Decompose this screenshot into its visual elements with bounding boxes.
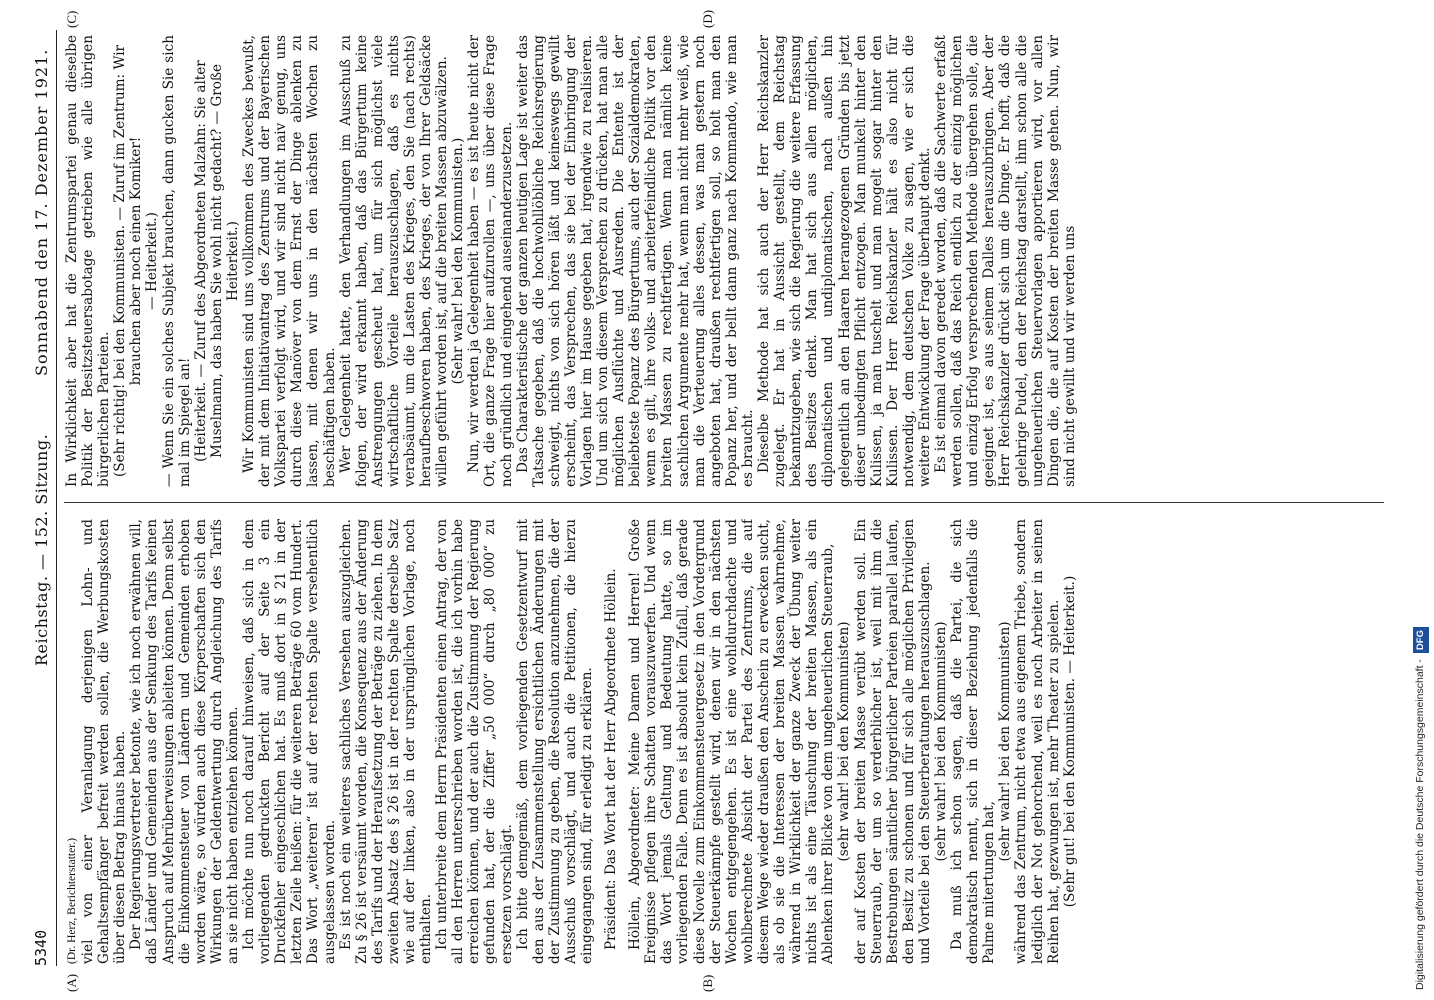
session-date: Sonnabend den 17. Dezember 1921. [32,48,51,376]
paragraph: während das Zentrum, nicht etwa aus eigenem Triebe, sondern lediglich der Not gehorchend, weil es noch Arbeiter in seinen Reihen hat, gezwungen ist, mehr Theater zu spielen. [1013,519,1062,964]
interjection: (sehr wahr! bei den Kommunisten) [932,621,949,862]
paragraph: Es ist noch ein weiteres sachliches Versehen auszugleichen. Zu § 26 ist versäumt worden, die Konsequenz aus der Änderung des Tarifs und der Heraufsetzung der Beträge zu ziehen. In dem zweiten Absatz des § 26 ist in der rechten Spalte derselbe Satz wie auf der linken, also in der ursprünglichen Vorlage, noch enthalten. [337,519,435,964]
session-title: Reichstag. — 152. Sitzung. [32,433,51,666]
page-header [30,30,57,966]
interjection: (sehr wahr! bei den Kommunisten) [836,621,853,862]
interjection: (Sehr wahr! bei den Kommunisten.) [450,137,467,385]
right-column [64,35,1384,487]
paragraph: viel von einer Veranlagung derjenigen Lohn- und Gehaltsempfänger befreit werden sollen, die Werbungskosten über diesen Betrag hinaus haben. [80,519,129,964]
interjection: (sehr wahr! bei den Kommunisten) [997,621,1014,862]
president-line: Präsident: Das Wort hat der Herr Abgeordnete Höllein. [603,568,620,950]
paragraph: Ich bitte demgemäß, dem vorliegenden Gesetzentwurf mit den aus der Zusammenstellung ersichtlichen Änderungen mit der Zustimmung zu geben, die Resolution anzunehmen, die der Ausschuß vorschlägt, und auch die Petitionen, die hierzu eingegangen sind, für erledigt zu erklären. [514,519,595,964]
left-column [64,519,1384,964]
margin-marker-a: (A) [64,973,79,992]
paragraph: Es ist einmal davon geredet worden, daß die Sachwerte erfaßt werden sollen, daß das Reich endlich zu der einzig möglichen und einzig Erfolg versprechenden Methode übergehen solle, die geeignet ist, es aus seinem Dalles herauszubringen. Aber der Herr Reichskanzler drückt sich um die Dinge. Er hofft, daß die gelehrige Pudel, den der Reichstag darstellt, ihm schon alle die ungeheuerlichen Steuervorlagen apportieren wird, vor allen Dingen die, die auf Kosten der breiten Masse gehen. Nun, wir sind nicht gewillt und wir werden uns [933,35,1078,487]
paragraph: Das Charakteristische der ganzen heutigen Lage ist weiter das Tatsache gegeben, daß die hochwohllöbliche Reichsregierung schweigt, nichts von sich hören läßt und keineswegs gewillt erscheint, das Versprechen, das sie bei der Einbringung der Vorlagen hier im Hause gegeben hat, irgendwie zu realisieren. Und um sich von diesem Versprechen zu drücken, hat man alle möglichen Ausflüchte und Ausreden. Die Entente ist der beliebteste Popanz des Bürgertums, auch der Sozialdemokraten, wenn es gilt, ihre volks- und arbeiterfeindliche Politik vor den breiten Massen zu rechtfertigen. Wenn man nämlich keine sachlichen Argumente mehr hat, wenn man nicht mehr weiß, wie man die Verteuerung alles dessen, was man gestern noch angeboten hat, draußen rechtfertigen soll, so holt man den Popanz her, und der bellt dann ganz nach Kommando, wie man es braucht. [514,35,756,487]
dfg-watermark [1412,10,1428,990]
paragraph: Wir Kommunisten sind uns vollkommen des Zweckes bewußt, der mit dem Initiativantrag des Zentrums und der Bayerischen Volkspartei verfolgt wird, und wir sind nicht naiv genug, uns durch diese Manöver von dem Ernst der Dinge ablenken zu lassen, mit denen wir uns in den nächsten Wochen zu beschäftigen haben. [241,35,338,487]
paragraph: Nun, wir werden ja Gelegenheit haben — es ist heute nicht der Ort, die ganze Frage hier aufzurollen —, uns über diese Frage noch gründlich und eingehend auseinanderzusetzen. [466,35,515,487]
paragraph: Da muß ich schon sagen, daß die Partei, die sich demokratisch nennt, sich in dieser Beziehung jedenfalls die Palme mitertungen hat, [949,519,998,964]
page-number: 5340 [32,929,50,966]
paragraph: Ich möchte nun noch darauf hinweisen, daß sich in dem vorliegenden gedruckten Bericht auf der Seite 3 ein Druckfehler eingeschlichen hat. Es muß dort in § 21 in der letzten Zeile heißen: für die weiteren Beträge 60 vom Hundert. Das Wort „weiteren“ ist auf der rechten Spalte versehentlich ausgelassen worden. [241,519,338,964]
paragraph: In Wirklichkeit aber hat die Zentrumspartei genau dieselbe Politik der Besitzsteuersabotage getrieben wie alle übrigen bürgerlichen Parteien. [64,35,113,487]
paragraph: Wer Gelegenheit hatte, den Verhandlungen im Ausschuß zu folgen, der wird erkannt haben, daß das Bürgertum keine Anstrengungen gescheut hat, um für sich möglichst viele wirtschaftliche Vorteile herauszuschlagen, daß es nichts verabsäumt, um die Lasten des Krieges, den Sie (nach rechts) heraufbeschworen haben, des Krieges, der von Ihrer Geldsäcke willen geführt worden ist, auf die breiten Massen abzuwälzen. [337,35,451,487]
margin-marker-b: (B) [700,974,715,992]
paragraph: — Wenn Sie ein solches Subjekt brauchen, dann gucken Sie sich mal im Spiegel an! [160,35,193,487]
paragraph: Dieselbe Methode hat sich auch der Herr Reichskanzler zugelegt. Er hat in Aussicht gestellt, dem Reichstag bekanntzugeben, wie sich die Regierung die weitere Erfassung des Besitzes denkt. Man hat sich aus allen möglichen, diplomatischen und undiplomatischen, nach außen hin gelegentlich an den Haaren herangezogenen Gründen bis jetzt dieser unbedingten Pflicht entzogen. Man munkelt hinter den Kulissen, ja man tuschelt und man mogelt sogar hinter den Kulissen. Der Herr Reichskanzler hält es also nicht für notwendig, dem deutschen Volke zu sagen, wie er sich die weitere Entwicklung der Frage überhaupt denkt. [756,35,933,487]
interjection: (Sehr richtig! bei den Kommunisten. — Zuruf im Zentrum: Wir brauchen aber noch einen Komiker! [112,44,145,478]
margin-marker-c: (C) [64,10,79,28]
dfg-logo: DFG [1413,627,1429,653]
interjection: (Sehr gut! bei den Kommunisten. — Heiterkeit.) [1061,575,1078,908]
interjection: — Heiterkeit.) [144,212,161,310]
paragraph: der auf Kosten der breiten Masse verübt werden soll. Ein Steuerraub, der um so verderblicher ist, weil mit ihm die Bestrebungen sämtlicher bürgerlicher Parteien parallel laufen, den Besitz zu schonen und für sich alle möglichen Privilegien und Vorteile bei den Steuerberatungen herauszuschlagen. [852,519,933,964]
column-divider [64,502,1384,503]
watermark-text: Digitalisierung gefördert durch die Deutsche Forschungsgemeinschaft - [1414,659,1426,990]
paragraph: Höllein, Abgeordneter: Meine Damen und Herren! Große Ereignisse pflegen ihre Schatten vorauszuwerfen. Und wenn das Wort jemals Geltung und Bedeutung hatte, so im vorliegenden Falle. Denn es ist absolut kein Zufall, daß gerade diese Novelle zum Einkommensteuergesetz in den Vordergrund der Steuerkämpfe gestellt wird, denen wir in den nächsten Wochen entgegengehen. Es ist eine wohldurchdachte und wohlberechnete Absicht der Partei des Zentrums, die auf diesem Wege wieder draußen den Anschein zu erwecken sucht, als ob sie die Interessen der breiten Massen wahrnehme, während in Wirklichkeit der ganze Zweck der Übung weiter nichts ist als eine Täuschung der breiten Massen, als ein Ablenken ihrer Blicke von dem ungeheuerlichen Steuerraub, [627,519,837,964]
interjection: (Heiterkeit. — Zuruf des Abgeordneten Malzahn: Sie alter Muselmann, das haben Sie wohl nicht gedacht? — Große Heiterkeit.) [192,60,241,462]
paragraph: Ich unterbreite dem Herrn Präsidenten einen Antrag, der von all den Herren unterschrieben worden ist, die ich vorhin habe erreichen können, und der auch die Zustimmung der Regierung gefunden hat, der die Ziffer „50 000“ durch „80 000“ zu ersetzen vorschlägt. [434,519,515,964]
speaker-note: (Dr. Herz, Berichterstatter.) [66,837,78,964]
paragraph: Der Regierungsvertreter betonte, wie ich noch erwähnen will, daß Länder und Gemeinden aus der Senkung des Tarifs keinen Anspruch auf Mehrüberweisungen ableiten können. Denn selbst die Einkommensteuer von Ländern und Gemeinden erhoben worden wäre, so würden auch diese Körperschaften sich den Wirkungen der Geldentwertung durch Angleichung des Tarifs an sie nicht haben entziehen können. [128,519,241,964]
margin-marker-d: (D) [700,9,715,28]
